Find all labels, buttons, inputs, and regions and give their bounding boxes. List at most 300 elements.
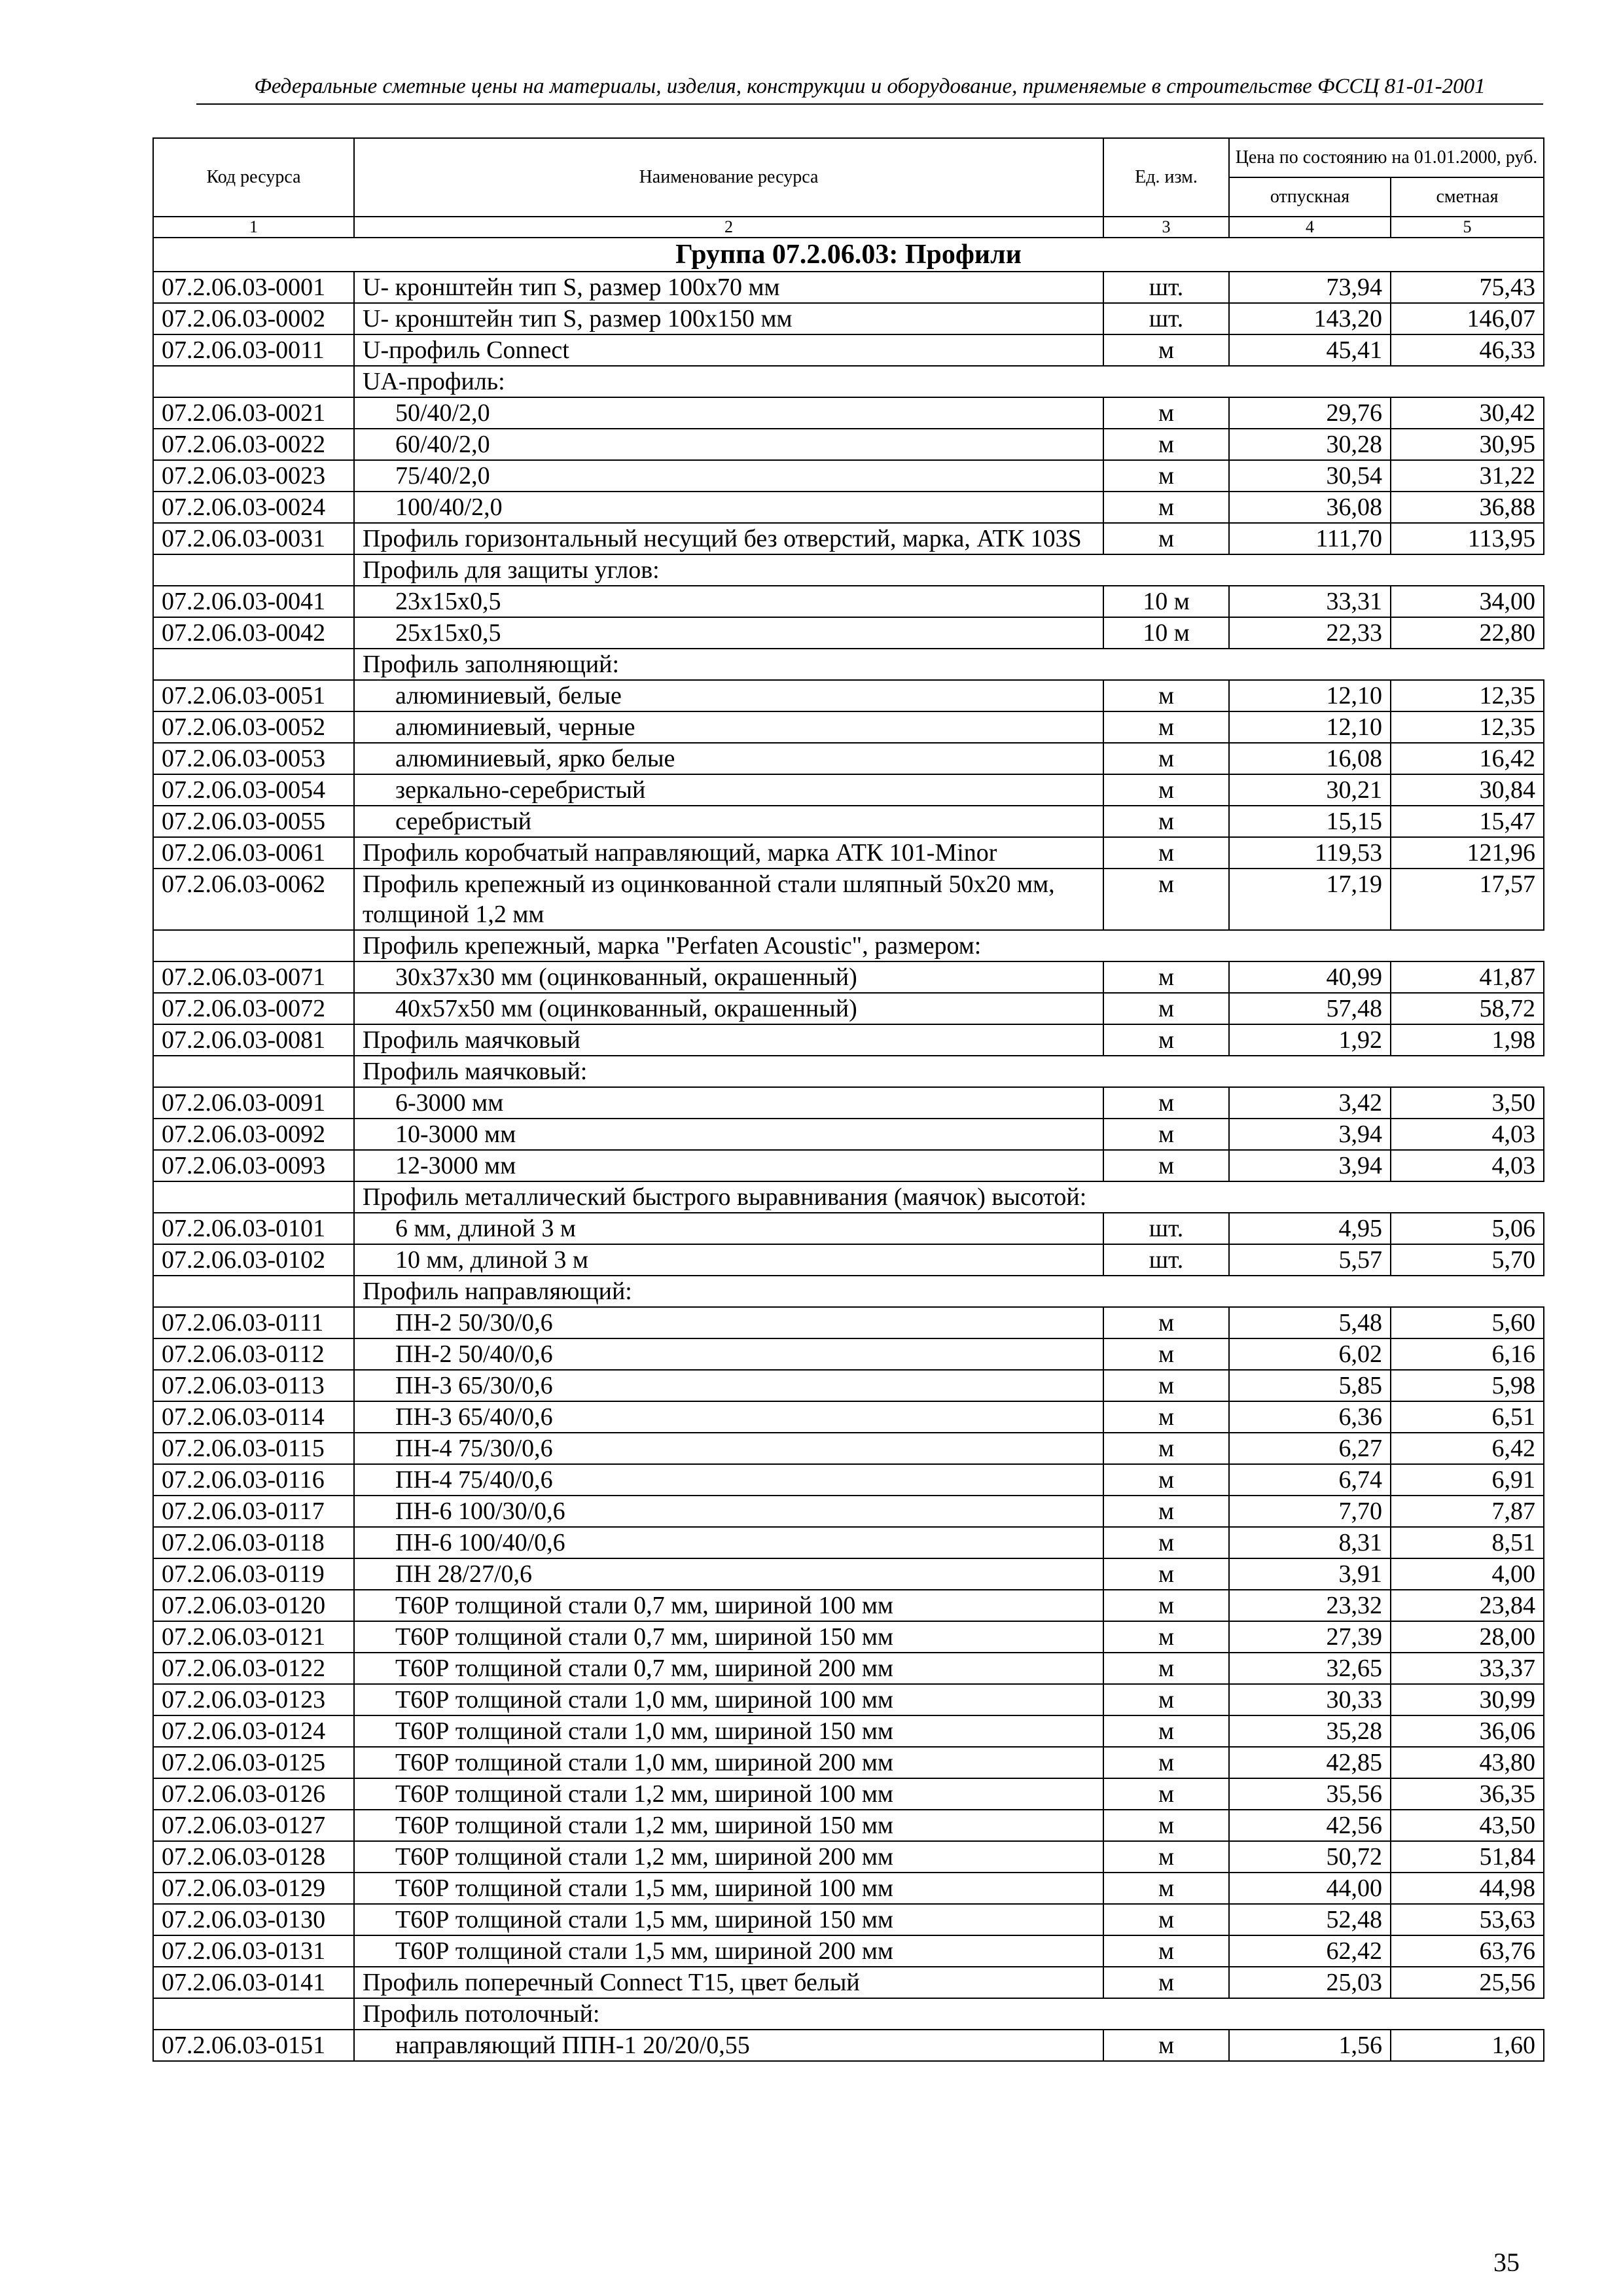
table-row <box>153 1558 1544 1590</box>
resource-code: 07.2.06.03-0021 <box>153 397 354 429</box>
release-price: 6,74 <box>1229 1464 1391 1496</box>
estimate-price: 4,03 <box>1391 1150 1544 1181</box>
resource-name: алюминиевый, ярко белые <box>354 743 1103 774</box>
resource-code: 07.2.06.03-0130 <box>153 1904 354 1935</box>
subheading-label: Профиль металлический быстрого выравнивания (маячок) высотой: <box>354 1181 1544 1213</box>
column-number: 4 <box>1229 217 1391 238</box>
release-price: 3,91 <box>1229 1558 1391 1590</box>
table-row <box>153 1621 1544 1653</box>
resource-code: 07.2.06.03-0101 <box>153 1213 354 1244</box>
unit-cell: м <box>1103 2030 1229 2061</box>
unit-cell: м <box>1103 1307 1229 1338</box>
table-row <box>153 1904 1544 1935</box>
resource-name: зеркально-серебристый <box>354 774 1103 806</box>
table-row <box>153 1213 1544 1244</box>
release-price: 3,94 <box>1229 1119 1391 1150</box>
resource-name: 10-3000 мм <box>354 1119 1103 1150</box>
unit-cell: м <box>1103 1087 1229 1119</box>
estimate-price: 41,87 <box>1391 961 1544 993</box>
resource-code: 07.2.06.03-0011 <box>153 334 354 366</box>
table-row <box>153 1935 1544 1967</box>
table-row <box>153 460 1544 492</box>
resource-name: 60/40/2,0 <box>354 429 1103 460</box>
resource-code: 07.2.06.03-0117 <box>153 1496 354 1527</box>
resource-code: 07.2.06.03-0126 <box>153 1778 354 1810</box>
resource-code-cell <box>153 1181 354 1213</box>
price-table <box>152 137 1544 2062</box>
resource-code: 07.2.06.03-0071 <box>153 961 354 993</box>
table-row <box>153 1401 1544 1433</box>
unit-cell: шт. <box>1103 1213 1229 1244</box>
resource-code: 07.2.06.03-0002 <box>153 303 354 334</box>
unit-cell: м <box>1103 869 1229 930</box>
table-row <box>153 680 1544 711</box>
resource-name: 25х15х0,5 <box>354 617 1103 649</box>
estimate-price: 30,84 <box>1391 774 1544 806</box>
resource-name: U-профиль Connect <box>354 334 1103 366</box>
table-row <box>153 1338 1544 1370</box>
release-price: 50,72 <box>1229 1841 1391 1873</box>
estimate-price: 5,60 <box>1391 1307 1544 1338</box>
release-price: 32,65 <box>1229 1653 1391 1684</box>
release-price: 143,20 <box>1229 303 1391 334</box>
table-row <box>153 1244 1544 1276</box>
unit-cell: м <box>1103 1590 1229 1621</box>
resource-code: 07.2.06.03-0128 <box>153 1841 354 1873</box>
resource-name: ПН-4 75/40/0,6 <box>354 1464 1103 1496</box>
table-row <box>153 492 1544 523</box>
subheading-label: Профиль направляющий: <box>354 1276 1544 1307</box>
unit-cell: м <box>1103 460 1229 492</box>
resource-name: U- кронштейн тип S, размер 100х70 мм <box>354 272 1103 303</box>
column-number: 5 <box>1391 217 1544 238</box>
resource-code: 07.2.06.03-0093 <box>153 1150 354 1181</box>
unit-cell: м <box>1103 1747 1229 1778</box>
resource-name: ПН-6 100/40/0,6 <box>354 1527 1103 1558</box>
estimate-price: 5,70 <box>1391 1244 1544 1276</box>
estimate-price: 7,87 <box>1391 1496 1544 1527</box>
resource-code: 07.2.06.03-0092 <box>153 1119 354 1150</box>
resource-name: 6 мм, длиной 3 м <box>354 1213 1103 1244</box>
resource-code: 07.2.06.03-0118 <box>153 1527 354 1558</box>
header-rule <box>196 103 1543 105</box>
estimate-price: 75,43 <box>1391 272 1544 303</box>
release-price: 17,19 <box>1229 869 1391 930</box>
col-header-code: Код ресурса <box>153 138 354 217</box>
release-price: 30,54 <box>1229 460 1391 492</box>
table-row <box>153 993 1544 1024</box>
estimate-price: 30,42 <box>1391 397 1544 429</box>
subheading-row <box>153 366 1544 397</box>
estimate-price: 121,96 <box>1391 837 1544 869</box>
table-row <box>153 272 1544 303</box>
unit-cell: м <box>1103 1433 1229 1464</box>
table-row <box>153 774 1544 806</box>
col-header-price: Цена по состоянию на 01.01.2000, руб. <box>1229 138 1544 177</box>
resource-name: 50/40/2,0 <box>354 397 1103 429</box>
resource-name: Т60Р толщиной стали 1,5 мм, шириной 200 мм <box>354 1935 1103 1967</box>
resource-code: 07.2.06.03-0120 <box>153 1590 354 1621</box>
resource-code: 07.2.06.03-0115 <box>153 1433 354 1464</box>
resource-code: 07.2.06.03-0055 <box>153 806 354 837</box>
resource-code-cell <box>153 1056 354 1087</box>
subheading-row <box>153 1276 1544 1307</box>
table-row <box>153 1590 1544 1621</box>
resource-code: 07.2.06.03-0111 <box>153 1307 354 1338</box>
table-row <box>153 1087 1544 1119</box>
resource-name: Профиль маячковый <box>354 1024 1103 1056</box>
table-row <box>153 1653 1544 1684</box>
unit-cell: м <box>1103 492 1229 523</box>
col-header-release: отпускная <box>1229 177 1391 217</box>
subheading-label: Профиль заполняющий: <box>354 649 1544 680</box>
resource-code: 07.2.06.03-0072 <box>153 993 354 1024</box>
release-price: 29,76 <box>1229 397 1391 429</box>
resource-code: 07.2.06.03-0151 <box>153 2030 354 2061</box>
estimate-price: 16,42 <box>1391 743 1544 774</box>
unit-cell: м <box>1103 1904 1229 1935</box>
table-row <box>153 743 1544 774</box>
resource-name: Т60Р толщиной стали 1,0 мм, шириной 150 мм <box>354 1715 1103 1747</box>
table-row <box>153 1715 1544 1747</box>
unit-cell: м <box>1103 806 1229 837</box>
table-row <box>153 397 1544 429</box>
estimate-price: 43,80 <box>1391 1747 1544 1778</box>
table-row <box>153 523 1544 554</box>
resource-code: 07.2.06.03-0053 <box>153 743 354 774</box>
estimate-price: 43,50 <box>1391 1810 1544 1841</box>
release-price: 15,15 <box>1229 806 1391 837</box>
release-price: 22,33 <box>1229 617 1391 649</box>
column-number-row <box>153 217 1544 238</box>
release-price: 33,31 <box>1229 586 1391 617</box>
release-price: 4,95 <box>1229 1213 1391 1244</box>
table-row <box>153 869 1544 930</box>
resource-code: 07.2.06.03-0052 <box>153 711 354 743</box>
release-price: 35,28 <box>1229 1715 1391 1747</box>
resource-code: 07.2.06.03-0131 <box>153 1935 354 1967</box>
estimate-price: 63,76 <box>1391 1935 1544 1967</box>
resource-code: 07.2.06.03-0113 <box>153 1370 354 1401</box>
resource-code-cell <box>153 554 354 586</box>
unit-cell: м <box>1103 1338 1229 1370</box>
resource-name: Т60Р толщиной стали 1,5 мм, шириной 150 мм <box>354 1904 1103 1935</box>
unit-cell: м <box>1103 1810 1229 1841</box>
unit-cell: м <box>1103 961 1229 993</box>
unit-cell: м <box>1103 1119 1229 1150</box>
estimate-price: 33,37 <box>1391 1653 1544 1684</box>
resource-name: 75/40/2,0 <box>354 460 1103 492</box>
resource-name: 30х37х30 мм (оцинкованный, окрашенный) <box>354 961 1103 993</box>
release-price: 111,70 <box>1229 523 1391 554</box>
resource-name: Т60Р толщиной стали 1,2 мм, шириной 200 мм <box>354 1841 1103 1873</box>
release-price: 44,00 <box>1229 1873 1391 1904</box>
unit-cell: м <box>1103 837 1229 869</box>
resource-name: Т60Р толщиной стали 1,2 мм, шириной 150 мм <box>354 1810 1103 1841</box>
release-price: 5,57 <box>1229 1244 1391 1276</box>
estimate-price: 44,98 <box>1391 1873 1544 1904</box>
resource-name: ПН-3 65/30/0,6 <box>354 1370 1103 1401</box>
release-price: 45,41 <box>1229 334 1391 366</box>
resource-code: 07.2.06.03-0127 <box>153 1810 354 1841</box>
release-price: 1,56 <box>1229 2030 1391 2061</box>
release-price: 6,36 <box>1229 1401 1391 1433</box>
resource-code: 07.2.06.03-0041 <box>153 586 354 617</box>
estimate-price: 28,00 <box>1391 1621 1544 1653</box>
unit-cell: 10 м <box>1103 617 1229 649</box>
resource-code: 07.2.06.03-0112 <box>153 1338 354 1370</box>
table-row <box>153 1527 1544 1558</box>
unit-cell: м <box>1103 1401 1229 1433</box>
resource-code: 07.2.06.03-0119 <box>153 1558 354 1590</box>
resource-code: 07.2.06.03-0123 <box>153 1684 354 1715</box>
estimate-price: 36,35 <box>1391 1778 1544 1810</box>
unit-cell: м <box>1103 1150 1229 1181</box>
resource-name: 12-3000 мм <box>354 1150 1103 1181</box>
estimate-price: 12,35 <box>1391 711 1544 743</box>
unit-cell: м <box>1103 523 1229 554</box>
resource-code: 07.2.06.03-0114 <box>153 1401 354 1433</box>
release-price: 62,42 <box>1229 1935 1391 1967</box>
subheading-row <box>153 1998 1544 2030</box>
estimate-price: 23,84 <box>1391 1590 1544 1621</box>
resource-code: 07.2.06.03-0081 <box>153 1024 354 1056</box>
resource-code-cell <box>153 1276 354 1307</box>
subheading-label: Профиль для защиты углов: <box>354 554 1544 586</box>
unit-cell: м <box>1103 1684 1229 1715</box>
unit-cell: м <box>1103 711 1229 743</box>
resource-code: 07.2.06.03-0054 <box>153 774 354 806</box>
release-price: 57,48 <box>1229 993 1391 1024</box>
table-row <box>153 1810 1544 1841</box>
unit-cell: м <box>1103 993 1229 1024</box>
release-price: 12,10 <box>1229 680 1391 711</box>
table-row <box>153 1307 1544 1338</box>
estimate-price: 5,06 <box>1391 1213 1544 1244</box>
running-header: Федеральные сметные цены на материалы, изделия, конструкции и оборудование, применяемые в строительстве ФССЦ 81-01-2001 <box>254 75 1486 98</box>
estimate-price: 113,95 <box>1391 523 1544 554</box>
unit-cell: м <box>1103 334 1229 366</box>
resource-name: ПН-6 100/30/0,6 <box>354 1496 1103 1527</box>
unit-cell: м <box>1103 774 1229 806</box>
table-row <box>153 1684 1544 1715</box>
resource-code: 07.2.06.03-0024 <box>153 492 354 523</box>
resource-code: 07.2.06.03-0116 <box>153 1464 354 1496</box>
resource-code: 07.2.06.03-0102 <box>153 1244 354 1276</box>
unit-cell: м <box>1103 743 1229 774</box>
resource-name: 23х15х0,5 <box>354 586 1103 617</box>
release-price: 1,92 <box>1229 1024 1391 1056</box>
estimate-price: 46,33 <box>1391 334 1544 366</box>
col-header-name: Наименование ресурса <box>354 138 1103 217</box>
unit-cell: м <box>1103 1715 1229 1747</box>
subheading-label: Профиль потолочный: <box>354 1998 1544 2030</box>
resource-name: Т60Р толщиной стали 0,7 мм, шириной 100 мм <box>354 1590 1103 1621</box>
group-title-row <box>153 238 1544 272</box>
estimate-price: 6,91 <box>1391 1464 1544 1496</box>
resource-code: 07.2.06.03-0129 <box>153 1873 354 1904</box>
table-row <box>153 1873 1544 1904</box>
subheading-row <box>153 1181 1544 1213</box>
release-price: 52,48 <box>1229 1904 1391 1935</box>
release-price: 3,42 <box>1229 1087 1391 1119</box>
release-price: 23,32 <box>1229 1590 1391 1621</box>
unit-cell: м <box>1103 1653 1229 1684</box>
unit-cell: м <box>1103 1778 1229 1810</box>
page-number: 35 <box>1493 2248 1520 2277</box>
subheading-row <box>153 930 1544 961</box>
estimate-price: 31,22 <box>1391 460 1544 492</box>
table-row <box>153 1119 1544 1150</box>
resource-name: направляющий ППН-1 20/20/0,55 <box>354 2030 1103 2061</box>
resource-name: 6-3000 мм <box>354 1087 1103 1119</box>
unit-cell: шт. <box>1103 1244 1229 1276</box>
release-price: 30,33 <box>1229 1684 1391 1715</box>
resource-name: Профиль горизонтальный несущий без отверстий, марка, АТК 103S <box>354 523 1103 554</box>
resource-name: Т60Р толщиной стали 1,0 мм, шириной 100 мм <box>354 1684 1103 1715</box>
resource-name: 100/40/2,0 <box>354 492 1103 523</box>
release-price: 42,56 <box>1229 1810 1391 1841</box>
table-row <box>153 617 1544 649</box>
estimate-price: 17,57 <box>1391 869 1544 930</box>
release-price: 30,28 <box>1229 429 1391 460</box>
unit-cell: м <box>1103 1464 1229 1496</box>
resource-code: 07.2.06.03-0001 <box>153 272 354 303</box>
resource-code: 07.2.06.03-0042 <box>153 617 354 649</box>
unit-cell: шт. <box>1103 272 1229 303</box>
resource-code-cell <box>153 649 354 680</box>
unit-cell: м <box>1103 1496 1229 1527</box>
estimate-price: 58,72 <box>1391 993 1544 1024</box>
unit-cell: 10 м <box>1103 586 1229 617</box>
release-price: 16,08 <box>1229 743 1391 774</box>
unit-cell: м <box>1103 1558 1229 1590</box>
estimate-price: 22,80 <box>1391 617 1544 649</box>
release-price: 25,03 <box>1229 1967 1391 1998</box>
table-row <box>153 1967 1544 1998</box>
estimate-price: 8,51 <box>1391 1527 1544 1558</box>
estimate-price: 4,03 <box>1391 1119 1544 1150</box>
resource-code: 07.2.06.03-0125 <box>153 1747 354 1778</box>
resource-name: Т60Р толщиной стали 1,5 мм, шириной 100 мм <box>354 1873 1103 1904</box>
subheading-label: Профиль крепежный, марка "Perfaten Acoustic", размером: <box>354 930 1544 961</box>
table-row <box>153 1841 1544 1873</box>
table-row <box>153 806 1544 837</box>
resource-name: ПН 28/27/0,6 <box>354 1558 1103 1590</box>
table-header-row <box>153 138 1544 177</box>
table-row <box>153 586 1544 617</box>
table-row <box>153 1496 1544 1527</box>
release-price: 12,10 <box>1229 711 1391 743</box>
table-row <box>153 961 1544 993</box>
resource-name: Т60Р толщиной стали 1,2 мм, шириной 100 мм <box>354 1778 1103 1810</box>
release-price: 36,08 <box>1229 492 1391 523</box>
resource-code: 07.2.06.03-0031 <box>153 523 354 554</box>
estimate-price: 53,63 <box>1391 1904 1544 1935</box>
column-number: 2 <box>354 217 1103 238</box>
col-header-estimate: сметная <box>1391 177 1544 217</box>
table-row <box>153 1024 1544 1056</box>
unit-cell: м <box>1103 397 1229 429</box>
release-price: 6,27 <box>1229 1433 1391 1464</box>
unit-cell: м <box>1103 429 1229 460</box>
subheading-row <box>153 554 1544 586</box>
resource-code: 07.2.06.03-0023 <box>153 460 354 492</box>
estimate-price: 51,84 <box>1391 1841 1544 1873</box>
resource-name: серебристый <box>354 806 1103 837</box>
release-price: 5,48 <box>1229 1307 1391 1338</box>
resource-code: 07.2.06.03-0091 <box>153 1087 354 1119</box>
column-number: 1 <box>153 217 354 238</box>
resource-code: 07.2.06.03-0124 <box>153 1715 354 1747</box>
release-price: 119,53 <box>1229 837 1391 869</box>
table-row <box>153 1370 1544 1401</box>
estimate-price: 1,60 <box>1391 2030 1544 2061</box>
table-row <box>153 1464 1544 1496</box>
unit-cell: шт. <box>1103 303 1229 334</box>
table-row <box>153 1747 1544 1778</box>
subheading-row <box>153 649 1544 680</box>
resource-name: алюминиевый, черные <box>354 711 1103 743</box>
release-price: 6,02 <box>1229 1338 1391 1370</box>
release-price: 35,56 <box>1229 1778 1391 1810</box>
estimate-price: 36,06 <box>1391 1715 1544 1747</box>
resource-name: ПН-2 50/30/0,6 <box>354 1307 1103 1338</box>
resource-code-cell <box>153 930 354 961</box>
group-title: Группа 07.2.06.03: Профили <box>153 238 1544 272</box>
resource-name: Профиль поперечный Connect T15, цвет белый <box>354 1967 1103 1998</box>
table-row <box>153 1433 1544 1464</box>
unit-cell: м <box>1103 1370 1229 1401</box>
table-row <box>153 429 1544 460</box>
estimate-price: 15,47 <box>1391 806 1544 837</box>
resource-name: Т60Р толщиной стали 0,7 мм, шириной 150 мм <box>354 1621 1103 1653</box>
unit-cell: м <box>1103 1935 1229 1967</box>
unit-cell: м <box>1103 1841 1229 1873</box>
release-price: 7,70 <box>1229 1496 1391 1527</box>
table-row <box>153 711 1544 743</box>
resource-name: ПН-3 65/40/0,6 <box>354 1401 1103 1433</box>
unit-cell: м <box>1103 680 1229 711</box>
table-row <box>153 1778 1544 1810</box>
estimate-price: 1,98 <box>1391 1024 1544 1056</box>
estimate-price: 6,16 <box>1391 1338 1544 1370</box>
resource-code: 07.2.06.03-0062 <box>153 869 354 930</box>
release-price: 8,31 <box>1229 1527 1391 1558</box>
release-price: 40,99 <box>1229 961 1391 993</box>
release-price: 5,85 <box>1229 1370 1391 1401</box>
estimate-price: 30,99 <box>1391 1684 1544 1715</box>
estimate-price: 3,50 <box>1391 1087 1544 1119</box>
table-row <box>153 303 1544 334</box>
subheading-label: UA-профиль: <box>354 366 1544 397</box>
resource-code: 07.2.06.03-0051 <box>153 680 354 711</box>
col-header-unit: Ед. изм. <box>1103 138 1229 217</box>
estimate-price: 25,56 <box>1391 1967 1544 1998</box>
resource-code: 07.2.06.03-0122 <box>153 1653 354 1684</box>
estimate-price: 6,51 <box>1391 1401 1544 1433</box>
resource-code-cell <box>153 1998 354 2030</box>
estimate-price: 36,88 <box>1391 492 1544 523</box>
resource-code: 07.2.06.03-0061 <box>153 837 354 869</box>
resource-name: Профиль крепежный из оцинкованной стали шляпный 50х20 мм, толщиной 1,2 мм <box>354 869 1103 930</box>
estimate-price: 34,00 <box>1391 586 1544 617</box>
resource-name: Т60Р толщиной стали 1,0 мм, шириной 200 мм <box>354 1747 1103 1778</box>
resource-name: алюминиевый, белые <box>354 680 1103 711</box>
table-row <box>153 1150 1544 1181</box>
resource-name: ПН-2 50/40/0,6 <box>354 1338 1103 1370</box>
estimate-price: 5,98 <box>1391 1370 1544 1401</box>
